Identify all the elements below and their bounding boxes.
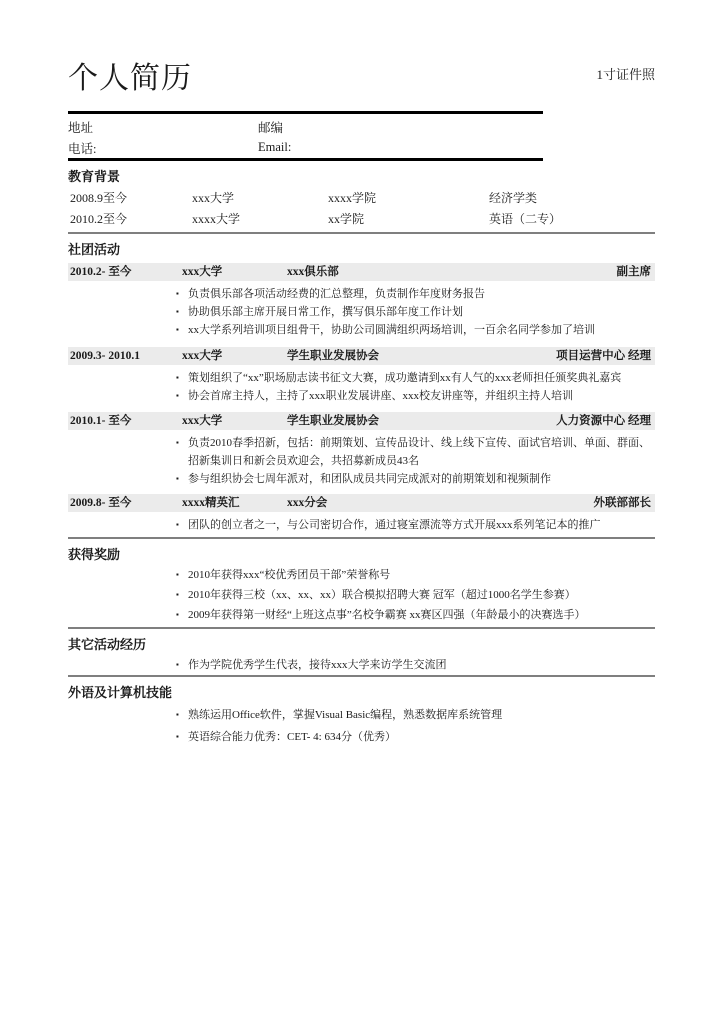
bullet-item xyxy=(68,655,655,675)
club-unit: 学生职业发展协会 xyxy=(287,350,379,362)
bullet-text: 参与组织协会七周年派对，和团队成员共同完成派对的前期策划和视频制作 xyxy=(188,473,551,485)
section-divider xyxy=(68,537,655,539)
title-underline xyxy=(68,111,543,114)
bullet-item xyxy=(68,303,655,321)
club-bullet-list xyxy=(68,285,655,339)
bullet-icon: ▪ xyxy=(176,307,179,316)
contact-bottom-rule xyxy=(68,158,543,161)
bullet-icon: ▪ xyxy=(176,325,179,334)
club-date: 2010.2- 至今 xyxy=(70,266,132,278)
awards-title: 获得奖励 xyxy=(68,547,121,562)
bullet-icon: ▪ xyxy=(176,660,179,669)
club-entry-header xyxy=(68,263,655,281)
skills-bullet-list xyxy=(68,704,655,748)
bullet-item xyxy=(68,585,655,605)
section-divider xyxy=(68,232,655,234)
edu-college: xx学院 xyxy=(328,212,365,226)
bullet-item xyxy=(68,516,655,534)
club-entry-header xyxy=(68,494,655,512)
section-awards xyxy=(68,547,655,625)
club-unit: 学生职业发展协会 xyxy=(287,415,379,427)
bullet-text: xx大学系列培训项目组骨干，协助公司圆满组织两场培训，一百余名同学参加了培训 xyxy=(188,324,595,336)
club-bullet-list xyxy=(68,369,655,405)
bullet-icon: ▪ xyxy=(176,610,179,619)
section-clubs xyxy=(68,242,655,534)
awards-bullet-list xyxy=(68,565,655,625)
edu-date: 2010.2至今 xyxy=(70,212,128,226)
bullet-item xyxy=(68,470,655,488)
edu-college: xxxx学院 xyxy=(328,191,377,205)
club-entry-header xyxy=(68,347,655,365)
bullet-item xyxy=(68,605,655,625)
bullet-text: 负责俱乐部各项活动经费的汇总整理，负责制作年度财务报告 xyxy=(188,288,485,300)
bullet-text: 负责2010春季招新，包括：前期策划、宣传品设计、线上线下宣传、面试官培训、单面、群面、招新集训日和新会员欢迎会，共招募新成员43名 xyxy=(188,437,650,467)
edu-date: 2008.9至今 xyxy=(70,191,128,205)
club-bullet-list xyxy=(68,434,655,488)
club-role: 副主席 xyxy=(616,266,651,278)
club-date: 2009.8- 至今 xyxy=(70,497,132,509)
bullet-icon: ▪ xyxy=(176,710,179,719)
club-entry xyxy=(68,494,655,534)
section-education xyxy=(68,169,655,230)
education-title: 教育背景 xyxy=(68,169,121,184)
bullet-item xyxy=(68,704,655,726)
edu-university: xxxx大学 xyxy=(192,212,241,226)
club-organization: xxx大学 xyxy=(182,266,223,278)
resume-header xyxy=(68,0,655,98)
club-date: 2010.1- 至今 xyxy=(70,415,132,427)
page-title: 个人简历 xyxy=(68,62,192,95)
bullet-text: 团队的创立者之一，与公司密切合作，通过寝室漂流等方式开展xxx系列笔记本的推广 xyxy=(188,519,601,531)
photo-placeholder-label: 1寸证件照 xyxy=(596,67,655,82)
club-entry xyxy=(68,263,655,339)
club-organization: xxxx精英汇 xyxy=(182,497,240,509)
bullet-icon: ▪ xyxy=(176,373,179,382)
bullet-icon: ▪ xyxy=(176,590,179,599)
bullet-text: 英语综合能力优秀：CET- 4: 634分（优秀） xyxy=(188,731,396,743)
contact-row-address xyxy=(68,116,655,137)
bullet-item xyxy=(68,321,655,339)
club-entry xyxy=(68,347,655,405)
section-skills xyxy=(68,685,655,748)
bullet-item xyxy=(68,565,655,585)
bullet-text: 2010年获得三校（xx、xx、xx）联合模拟招聘大赛 冠军（超过1000名学生参赛） xyxy=(188,589,576,601)
club-unit: xxx俱乐部 xyxy=(287,266,339,278)
club-unit: xxx分会 xyxy=(287,497,328,509)
bullet-icon: ▪ xyxy=(176,732,179,741)
clubs-title: 社团活动 xyxy=(68,242,121,257)
bullet-item xyxy=(68,387,655,405)
address-label: 地址 xyxy=(68,120,94,135)
education-row xyxy=(68,188,655,209)
edu-university: xxx大学 xyxy=(192,191,235,205)
club-organization: xxx大学 xyxy=(182,415,223,427)
club-role: 人力资源中心 经理 xyxy=(556,415,651,427)
section-other-activities xyxy=(68,637,655,675)
postal-label: 邮编 xyxy=(258,120,284,135)
bullet-icon: ▪ xyxy=(176,438,179,447)
contact-row-phone xyxy=(68,137,655,158)
bullet-icon: ▪ xyxy=(176,289,179,298)
bullet-item xyxy=(68,285,655,303)
resume-content xyxy=(68,0,655,748)
education-rows xyxy=(68,188,655,230)
bullet-text: 策划组织了“xx”职场励志读书征文大赛，成功邀请到xx有人气的xxx老师担任颁奖典礼嘉宾 xyxy=(188,372,622,384)
skills-title: 外语及计算机技能 xyxy=(68,685,173,700)
bullet-text: 协会首席主持人，主持了xxx职业发展讲座、xxx校友讲座等，并组织主持人培训 xyxy=(188,390,573,402)
club-organization: xxx大学 xyxy=(182,350,223,362)
club-role: 外联部部长 xyxy=(593,497,651,509)
bullet-text: 熟练运用Office软件，掌握Visual Basic编程，熟悉数据库系统管理 xyxy=(188,709,503,721)
club-entry-header xyxy=(68,412,655,430)
bullet-item xyxy=(68,726,655,748)
bullet-icon: ▪ xyxy=(176,474,179,483)
other-activities-title: 其它活动经历 xyxy=(68,637,147,652)
bullet-icon: ▪ xyxy=(176,570,179,579)
contact-block xyxy=(68,116,655,158)
bullet-item xyxy=(68,434,655,470)
bullet-text: 2009年获得第一财经“上班这点事”名校争霸赛 xx赛区四强（年龄最小的决赛选手） xyxy=(188,609,586,621)
club-date: 2009.3- 2010.1 xyxy=(70,350,140,362)
bullet-icon: ▪ xyxy=(176,520,179,529)
club-bullet-list xyxy=(68,516,655,534)
club-role: 项目运营中心 经理 xyxy=(556,350,651,362)
edu-major: 经济学类 xyxy=(489,191,538,205)
bullet-text: 2010年获得xxx“校优秀团员干部”荣誉称号 xyxy=(188,569,391,581)
bullet-text: 协助俱乐部主席开展日常工作，撰写俱乐部年度工作计划 xyxy=(188,306,463,318)
phone-label: 电话: xyxy=(68,141,97,156)
other-activities-bullet-list xyxy=(68,655,655,675)
section-divider xyxy=(68,627,655,629)
education-row xyxy=(68,209,655,230)
bullet-text: 作为学院优秀学生代表，接待xxx大学来访学生交流团 xyxy=(188,659,447,671)
bullet-item xyxy=(68,369,655,387)
club-entry xyxy=(68,412,655,488)
bullet-icon: ▪ xyxy=(176,391,179,400)
section-divider xyxy=(68,675,655,677)
email-label: Email: xyxy=(258,140,292,154)
edu-major: 英语（二专） xyxy=(489,212,562,226)
